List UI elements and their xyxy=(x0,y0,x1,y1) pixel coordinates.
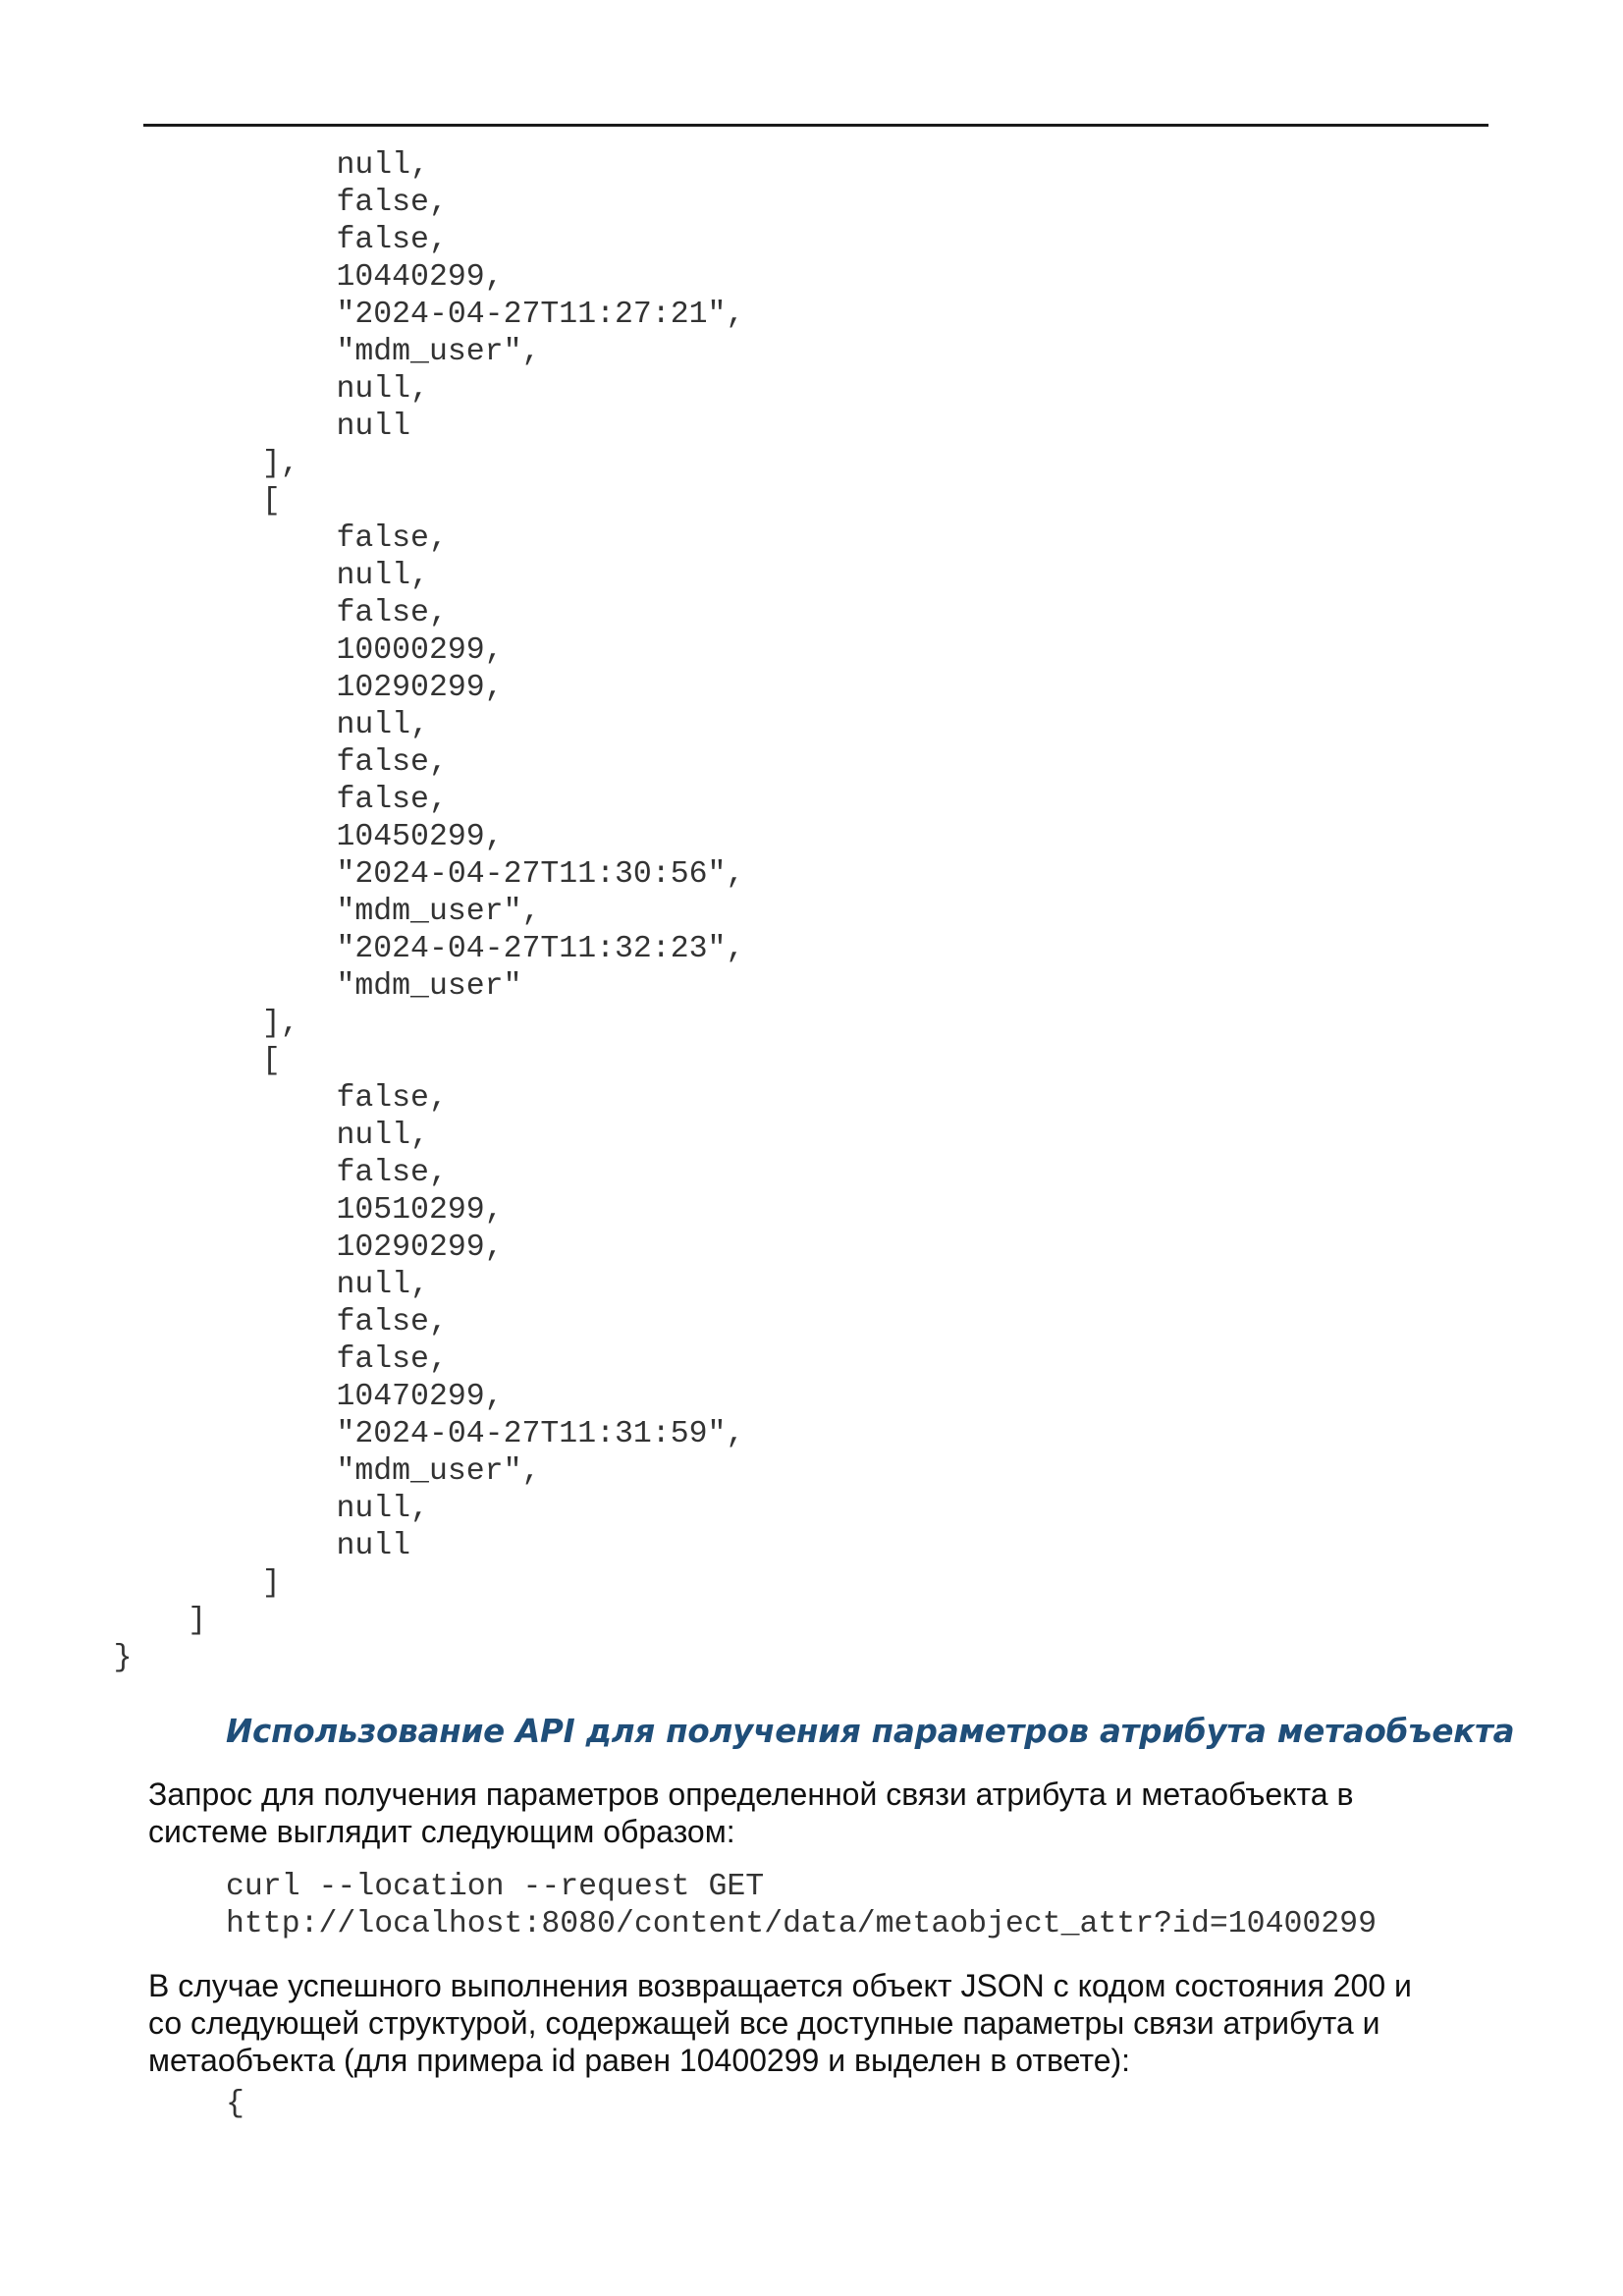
code-line: null, xyxy=(39,559,429,593)
response-description-paragraph xyxy=(148,1967,1503,2079)
code-line: ] xyxy=(39,1604,207,1638)
code-line: null, xyxy=(39,1119,429,1153)
request-description-paragraph xyxy=(148,1776,1503,1850)
curl-url-line: http://localhost:8080/content/data/metaobject_attr?id=10400299 xyxy=(226,1907,1377,1941)
paragraph-line: Запрос для получения параметров определенной связи атрибута и метаобъекта в xyxy=(148,1777,1354,1812)
code-line: 10290299, xyxy=(39,671,504,705)
code-line: false, xyxy=(39,1305,448,1339)
code-line: null, xyxy=(39,1492,429,1526)
code-line: false, xyxy=(39,783,448,817)
code-line: false, xyxy=(39,1156,448,1190)
code-line: "mdm_user", xyxy=(39,1454,541,1489)
code-line: } xyxy=(39,1641,133,1675)
code-line: "2024-04-27T11:31:59", xyxy=(39,1417,745,1451)
code-line: null xyxy=(39,1529,411,1563)
json-response-start xyxy=(226,2086,244,2123)
code-line: ], xyxy=(39,1007,299,1041)
code-line: "mdm_user", xyxy=(39,895,541,929)
paragraph-line: со следующей структурой, содержащей все доступные параметры связи атрибута и xyxy=(148,2005,1380,2041)
code-line: false, xyxy=(39,521,448,556)
code-line: "mdm_user" xyxy=(39,969,522,1004)
code-line: "2024-04-27T11:30:56", xyxy=(39,857,745,892)
code-line: false, xyxy=(39,745,448,780)
code-line: null xyxy=(39,410,411,444)
header-rule xyxy=(143,124,1488,127)
code-line: 10510299, xyxy=(39,1193,504,1228)
code-line: false, xyxy=(39,596,448,630)
code-line: null, xyxy=(39,372,429,407)
code-line: null, xyxy=(39,708,429,742)
code-line: "2024-04-27T11:27:21", xyxy=(39,298,745,332)
paragraph-line: системе выглядит следующим образом: xyxy=(148,1814,735,1849)
code-line: 10450299, xyxy=(39,820,504,854)
code-line: false, xyxy=(39,223,448,257)
curl-command-block xyxy=(226,1869,1377,1943)
code-line: "2024-04-27T11:32:23", xyxy=(39,932,745,966)
code-line: 10470299, xyxy=(39,1380,504,1414)
code-line: 10290299, xyxy=(39,1230,504,1265)
open-brace: { xyxy=(226,2087,244,2121)
code-line: null, xyxy=(39,148,429,183)
code-line: [ xyxy=(39,484,281,519)
code-line: 10000299, xyxy=(39,633,504,668)
code-line: ], xyxy=(39,447,299,481)
code-line: ] xyxy=(39,1566,281,1601)
curl-command-line: curl --location --request GET xyxy=(226,1870,765,1904)
code-line: false, xyxy=(39,186,448,220)
code-line: null, xyxy=(39,1268,429,1302)
json-code-block xyxy=(0,147,1623,1677)
paragraph-line: В случае успешного выполнения возвращается объект JSON с кодом состояния 200 и xyxy=(148,1968,1412,2003)
code-line: false, xyxy=(39,1081,448,1116)
code-line: false, xyxy=(39,1342,448,1377)
code-line: "mdm_user", xyxy=(39,335,541,369)
paragraph-line: метаобъекта (для примера id равен 10400299 и выделен в ответе): xyxy=(148,2043,1131,2078)
code-line: [ xyxy=(39,1044,281,1078)
code-line: 10440299, xyxy=(39,260,504,295)
section-heading: Использование API для получения параметров атрибута метаобъекта xyxy=(226,1713,1515,1750)
